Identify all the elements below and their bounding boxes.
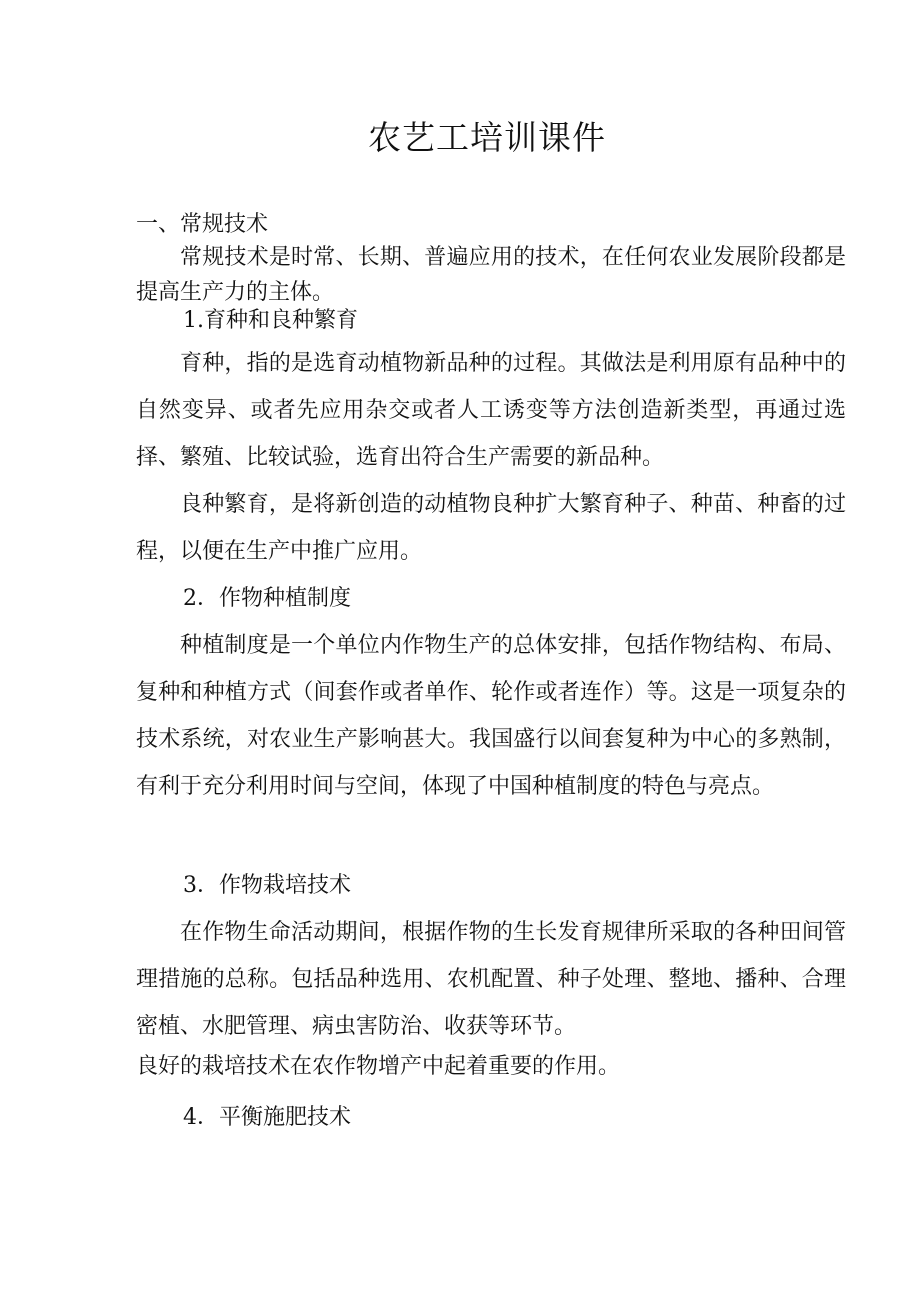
- paragraph-seed-propagation: 良种繁育，是将新创造的动植物良种扩大繁育种子、种苗、种畜的过程，以便在生产中推广应用。: [136, 492, 846, 564]
- section-heading: 一、常规技术: [136, 212, 269, 237]
- subsection-heading-fertilization: 4．平衡施肥技术: [183, 1105, 351, 1130]
- subsection-heading-cropping-system: 2．作物种植制度: [183, 586, 351, 611]
- section-intro-paragraph: 常规技术是时常、长期、普遍应用的技术，在任何农业发展阶段都是提高生产力的主体。: [136, 245, 846, 305]
- paragraph-cultivation: 在作物生命活动期间，根据作物的生长发育规律所采取的各种田间管理措施的总称。包括品种选用、农机配置、种子处理、整地、播种、合理密植、水肥管理、病虫害防治、收获等环节。: [136, 920, 846, 1039]
- subsection-heading-breeding: 1.育种和良种繁育: [183, 308, 358, 333]
- paragraph-cultivation-note: 良好的栽培技术在农作物增产中起着重要的作用。: [136, 1054, 621, 1079]
- subsection-heading-cultivation: 3．作物栽培技术: [183, 873, 351, 898]
- document-title: 农艺工培训课件: [368, 118, 606, 157]
- paragraph-cropping-system: 种植制度是一个单位内作物生产的总体安排，包括作物结构、布局、复种和种植方式（间套作或者单作、轮作或者连作）等。这是一项复杂的技术系统，对农业生产影响甚大。我国盛行以间套复种为中心的多熟制，有利于充分利用时间与空间，体现了中国种植制度的特色与亮点。: [136, 633, 846, 799]
- paragraph-breeding-definition: 育种，指的是选育动植物新品种的过程。其做法是利用原有品种中的自然变异、或者先应用杂交或者人工诱变等方法创造新类型，再通过选择、繁殖、比较试验，选育出符合生产需要的新品种。: [136, 351, 846, 470]
